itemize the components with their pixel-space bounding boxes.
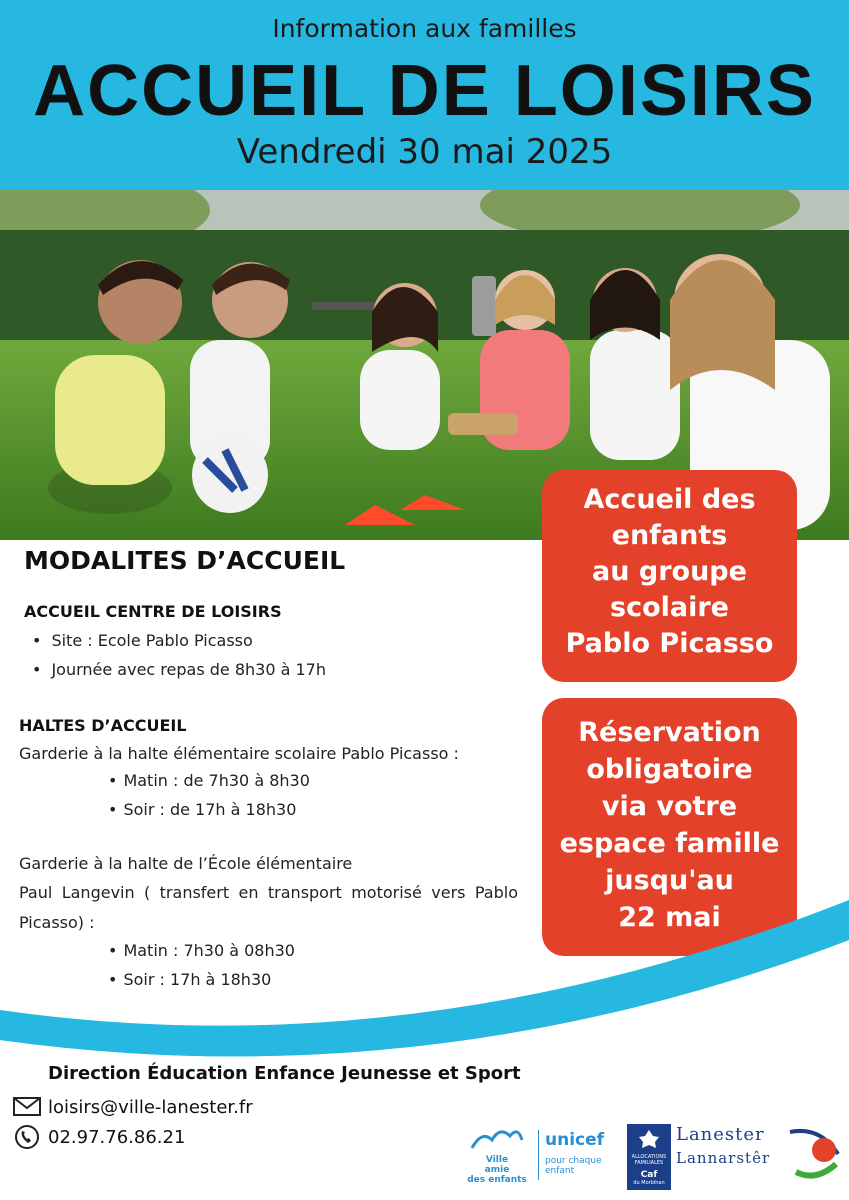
lanester-logo <box>676 1124 786 1184</box>
list-item-text: Soir : de 17h à 18h30 <box>123 800 297 819</box>
reservation-line: via votre <box>601 791 738 822</box>
phone-icon <box>12 1124 42 1150</box>
accueil-line: enfants <box>611 520 728 551</box>
event-date: Vendredi 30 mai 2025 <box>236 132 613 172</box>
langevin-intro-line1: Garderie à la halte de l’École élémentaire <box>19 854 353 873</box>
langevin-intro-line2: Paul Langevin ( transfert en transport motorisé vers Pablo Picasso) : <box>19 883 518 932</box>
list-item-text: Matin : 7h30 à 08h30 <box>123 941 295 960</box>
ville-amie-text: Ville <box>485 1155 509 1165</box>
list-item-text: Journée avec repas de 8h30 à 17h <box>51 660 326 679</box>
list-item: • Soir : 17h à 18h30 <box>108 970 272 989</box>
ville-amie-text: amie <box>484 1165 510 1175</box>
accueil-line: au groupe <box>592 556 747 587</box>
page-title: ACCUEIL DE LOISIRS <box>33 51 816 131</box>
lanester-breton-wordmark: Lannarstêr <box>676 1149 771 1167</box>
haltes-heading: HALTES D’ACCUEIL <box>19 716 187 735</box>
list-item: • Matin : de 7h30 à 8h30 <box>108 771 310 790</box>
accueil-line: Pablo Picasso <box>565 628 774 659</box>
unicef-logo <box>538 1130 622 1180</box>
list-item-text: Site : Ecole Pablo Picasso <box>51 631 253 650</box>
list-item-text: Soir : 17h à 18h30 <box>123 970 272 989</box>
modalites-heading: MODALITES D’ACCUEIL <box>24 546 346 575</box>
list-item: • Site : Ecole Pablo Picasso <box>32 631 253 650</box>
lanester-wordmark: Lanester <box>676 1124 765 1145</box>
picasso-hours-list <box>108 766 310 824</box>
header-kicker: Information aux familles <box>272 14 577 43</box>
ville-amie-logo <box>462 1126 532 1188</box>
list-item-text: Matin : de 7h30 à 8h30 <box>123 771 310 790</box>
list-item: • Soir : de 17h à 18h30 <box>108 800 297 819</box>
centre-loisirs-heading: ACCUEIL CENTRE DE LOISIRS <box>24 602 282 621</box>
caf-text: Caf <box>640 1170 658 1180</box>
email-link[interactable]: loisirs@ville-lanester.fr <box>48 1096 253 1118</box>
reservation-line: espace famille <box>559 828 780 859</box>
reservation-line: obligatoire <box>586 754 753 785</box>
caf-logo <box>627 1124 671 1190</box>
envelope-icon <box>12 1094 42 1120</box>
unicef-wordmark: unicef <box>545 1130 605 1150</box>
phone-number: 02.97.76.86.21 <box>48 1126 186 1148</box>
header-banner <box>0 0 849 190</box>
list-item: • Journée avec repas de 8h30 à 17h <box>32 660 326 679</box>
list-item: • Matin : 7h30 à 08h30 <box>108 941 295 960</box>
email-contact <box>12 1094 253 1120</box>
caf-text: du Morbihan <box>633 1180 665 1186</box>
ville-amie-text: des enfants <box>467 1175 527 1185</box>
unicef-tagline: pour chaque enfant <box>545 1156 602 1176</box>
centre-loisirs-list <box>32 626 326 684</box>
accueil-line: scolaire <box>610 592 729 623</box>
lanester-emblem-icon <box>786 1124 842 1184</box>
caf-text: ALLOCATIONS <box>631 1154 667 1160</box>
accueil-highlight-box <box>542 470 797 682</box>
phone-contact <box>12 1124 185 1150</box>
picasso-intro: Garderie à la halte élémentaire scolaire Pablo Picasso : <box>19 744 459 763</box>
reservation-line: 22 mai <box>618 902 721 933</box>
accueil-line: Accueil des <box>583 484 756 515</box>
reservation-line: Réservation <box>578 717 761 748</box>
caf-text: FAMILIALES <box>634 1160 664 1166</box>
direction-name: Direction Éducation Enfance Jeunesse et Sport <box>48 1063 521 1084</box>
reservation-line: jusqu'au <box>605 865 734 896</box>
